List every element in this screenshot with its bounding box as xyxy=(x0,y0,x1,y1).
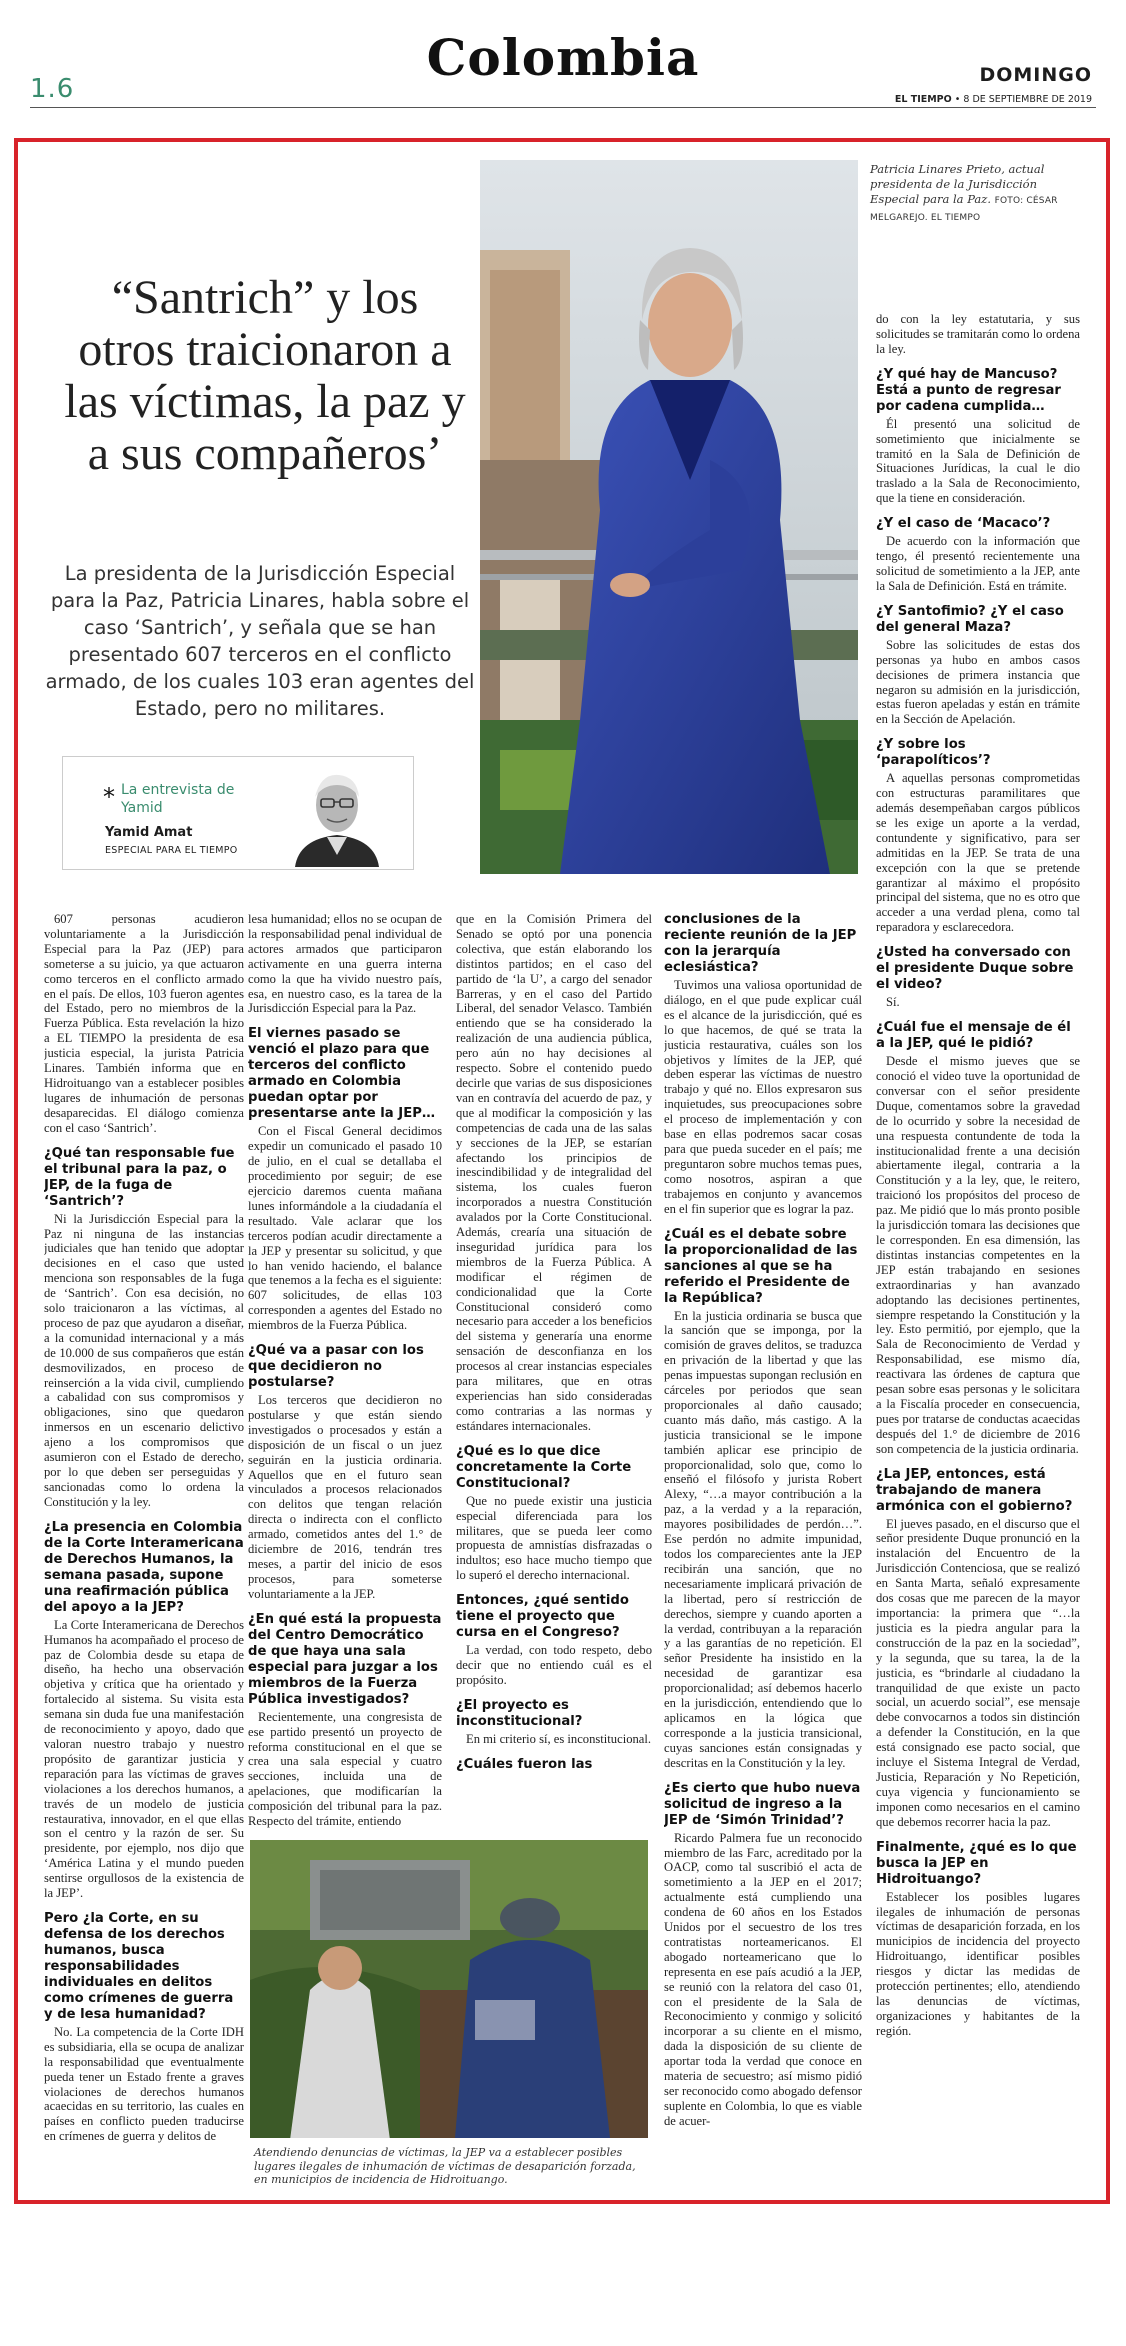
body-paragraph: No. La competencia de la Corte IDH es subsidiaria, ella se ocupa de analizar la responsabilidad que eventualmente pueda tener un Estado frente a graves violaciones de derechos humanos acaecidas en su territorio, las cuales en países en conflicto pueden traducirse en crímenes de guerra y delitos de xyxy=(44,2024,244,2144)
body-paragraph: Recientemente, una congresista de ese partido presentó un proyecto de reforma constitucional en el que se crea una sala especial y cuatro secciones, incluida una de apelaciones, que modificarían la composición del tribunal para la paz. Respecto del trámite, entiendo xyxy=(248,1709,442,1829)
secondary-photo xyxy=(250,1840,648,2138)
photo-caption xyxy=(870,162,1060,226)
author-name: Yamid Amat xyxy=(105,825,193,840)
body-paragraph: A aquellas personas comprometidas con estructuras paramilitares que además desempeñaban cargos públicos se les exige un aporte a la verdad, contundente y significativo, para ser admitidas en la JEP. Se trata de una excepción con la que se pretende garantizar al máximo el propósito principal del sistema, que no es otro que acceder a una verdad plena, como tal reparadora y esclarecedora. xyxy=(876,771,1080,935)
article-lead: La presidenta de la Jurisdicción Especial para la Paz, Patricia Linares, habla sobre el caso ‘Santrich’, y señala que se han presentado 607 terceros en el conflicto armado, de los cuales 103 eran agentes del Estado, pero no militares. xyxy=(45,562,475,720)
body-paragraph: 607 personas acudieron voluntariamente a la Jurisdicción Especial para la Paz (JEP) para someterse a su juicio, ya que actuaron como terceros en el conflicto armado en el país. De ellos, 103 fueron agentes del Estado, pero no miembros de la Fuerza Pública. Esta revelación la hizo a EL TIEMPO la presidenta de esa justicia especial, la jurista Patricia Linares. También informa que en Hidroituango van a establecer posibles lugares de inhumación de personas desaparecidas. El diálogo comienza con el caso ‘Santrich’. xyxy=(44,912,244,1135)
body-paragraph: La verdad, con todo respeto, debo decir que no entiendo cuál es el propósito. xyxy=(456,1643,652,1687)
body-paragraph: Que no puede existir una justicia especial diferenciada para los militares, que se pueda leer como propuesta de amnistías disfrazadas o indultos; eso hace mucho tiempo que lo superó el derecho internacional. xyxy=(456,1493,652,1583)
question-heading: ¿Y qué hay de Mancuso? Está a punto de regresar por cadena cumplida… xyxy=(876,366,1061,414)
question-heading: ¿Cuáles fueron las xyxy=(456,1756,593,1772)
body-paragraph: El jueves pasado, en el discurso que el señor presidente Duque pronunció en la instalación del Encuentro de la Jurisdicción Contenciosa, que se realizó en Santa Marta, señaló expresamente dos cosas que me parecen de la mayor importancia: la primera que “…la justicia es la piedra angular para la construcción de la paz en la sociedad”, y la segunda, que su tarea, la de la justicia, es “brindarle al ciudadano la tranquilidad de que existe un pacto social, un acuerdo social”, ese mensaje debe convocarnos a todos sin distinción a defender la Constitución, en la que está consignado ese pacto social, que incluye el Sistema Integral de Verdad, Justicia, Reparación y No Repetición, cuya vigencia y funcionamiento se imponen como necesarios en el camino que debemos recorrer hacia la paz. xyxy=(876,1516,1080,1829)
page-number: 1.6 xyxy=(30,74,75,104)
section-title: Colombia xyxy=(426,28,700,87)
body-paragraph: La Corte Interamericana de Derechos Humanos ha acompañado el proceso de paz de Colombia desde su etapa de diseño, ha hecho una observación objetiva y crítica que ha orientado y fortalecido al sistema. Su visita esta semana sin duda fue una manifestación de reconocimiento y apoyo, dado que valoran nuestro trabajo y nuestro propósito de garantizar justicia y reparación para las víctimas de graves violaciones a los derechos humanos, a través de un modelo de justicia restaurativa, innovador, en el que ellas son el centro y la razón de ser. Su presidente, por ejemplo, nos dijo que ‘América Latina y el mundo pueden sentirse orgullosos de la existencia de la JEP’. xyxy=(44,1617,244,1901)
question-heading: El viernes pasado se venció el plazo para que terceros del conflicto armado en Colombia puedan optar por presentarse ante la JEP… xyxy=(248,1026,436,1122)
question-heading: ¿Qué tan responsable fue el tribunal para la paz, o JEP, de la fuga de ‘Santrich’? xyxy=(44,1145,235,1209)
body-column-3 xyxy=(456,912,652,1972)
author-box xyxy=(62,756,414,870)
question-heading: Finalmente, ¿qué es lo que busca la JEP en Hidroituango? xyxy=(876,1839,1077,1887)
main-photo xyxy=(480,160,858,874)
day-label: DOMINGO xyxy=(979,64,1092,86)
body-paragraph: do con la ley estatutaria, y sus solicitudes se tramitarán como lo ordena la ley. xyxy=(876,312,1080,356)
date-label: • 8 DE SEPTIEMBRE DE 2019 xyxy=(951,94,1092,105)
question-heading: ¿Qué es lo que dice concretamente la Corte Constitucional? xyxy=(456,1443,632,1491)
body-paragraph: Tuvimos una valiosa oportunidad de diálogo, en el que pude explicar cuál es el alcance de la jurisdicción, qué es lo que hacemos, de qué se trata la justicia restaurativa, cuáles son los objetivos y límites de la JEP, qué deben esperar las víctimas de nuestro trabajo y qué no. Ellos expresaron sus inquietudes, sus preocupaciones sobre el proceso de implementación y con base en ellas podremos sacar cosas para que pueda suceder en el país; me preguntaron sobre muchos temas pues, como nosotros, aspiran a que trabajemos en conjunto y avancemos en el fin superior que es lograr la paz. xyxy=(664,978,862,1216)
question-heading: ¿Es cierto que hubo nueva solicitud de ingreso a la JEP de ‘Simón Trinidad’? xyxy=(664,1780,861,1828)
interview-label: La entrevista de Yamid xyxy=(121,782,235,816)
body-column-5 xyxy=(876,312,1080,2172)
body-paragraph: Los terceros que decidieron no postularse y que están siendo investigados o procesados y están a disposición de un fiscal o un juez seguirán en la justicia ordinaria. Aquellos que en el futuro sean vinculados a procesos relacionados con delitos que tengan relación directa o indirecta con el conflicto armado, cometidos antes del 1.° de diciembre de 2016, tendrán tres meses, a partir del inicio de esos procesos, para someterse voluntariamente a la JEP. xyxy=(248,1393,442,1601)
question-heading: ¿En qué está la propuesta del Centro Democrático de que haya una sala especial para juzgar a los miembros de la Fuerza Pública investigados? xyxy=(248,1611,442,1707)
body-paragraph: lesa humanidad; ellos no se ocupan de la responsabilidad penal individual de actores armados que participaron activamente en una guerra interna como la que ha vivido nuestro país, esa, en nuestro caso, es la tarea de la Jurisdicción Especial para la Paz. xyxy=(248,912,442,1016)
body-paragraph: Ni la Jurisdicción Especial para la Paz ni ninguna de las instancias judiciales que han tenido que adoptar decisiones en el caso que usted menciona son responsables de la fuga de ‘Santrich’. Con esa decisión, no solo traicionaron a las víctimas, al proceso de paz que ayudaron a diseñar, a la comunidad internacional y a más de 10.000 de sus compañeros que están desmovilizados, en proceso de reinserción a la vida civil, cumpliendo a cabalidad con sus compromisos y obligaciones, sino que quedaron inmersos en un escenario delictivo ajeno a los compromisos que asumieron con el Estado de derecho, por lo que deben ser perseguidas y sancionadas como lo ordena la Constitución y la ley. xyxy=(44,1211,244,1509)
asterisk-icon: * xyxy=(103,783,115,811)
question-heading: ¿La presencia en Colombia de la Corte Interamericana de Derechos Humanos, la semana pasada, supone una reafirmación pública del apoyo a la JEP? xyxy=(44,1519,244,1615)
body-paragraph: De acuerdo con la información que tengo, él presentó recientemente una solicitud de sometimiento a la JEP, ante la Sala de Definición. Está en trámite. xyxy=(876,534,1080,593)
body-paragraph: Desde el mismo jueves que se conoció el video tuve la oportunidad de conversar con el señor presidente Duque, comentamos sobre la gravedad de lo ocurrido y sobre la necesidad de una respuesta contundente de toda la institucionalidad frente a una decisión abiertamente ilegal, contraria a la Constitución y a la ley, que, le reitero, traicionó los propósitos del proceso de paz. Me pidió que lo más pronto posible la jurisdicción tomara las decisiones que le corresponden. En esa dimensión, las distintas instancias competentes en la JEP están trabajando en sesiones extraordinarias y han avanzado adoptando las decisiones pertinentes, siempre respetando la Constitución y la ley. Esto permitió, por ejemplo, que la Sala de Reconocimiento de Verdad y Responsabilidad, ese mismo día, reactivara las órdenes de captura que pesan sobre esas personas y le solicitara a la Fiscalía proceder en consecuencia, pues por tratarse de conductas acaecidas después del 1.° de diciembre de 2016 son competencia de la justicia ordinaria. xyxy=(876,1054,1080,1456)
question-heading: ¿La JEP, entonces, está trabajando de manera armónica con el gobierno? xyxy=(876,1466,1073,1514)
body-paragraph: que en la Comisión Primera del Senado se optó por una ponencia colectiva, que están elaborando los distintos partidos; en el caso del partido de ‘la U’, a cargo del senador Barreras, y en el caso del Partido Liberal, del senador Velasco. También entiendo que se ha considerado la realización de una audiencia pública, pero aún no hay decisiones al respecto. Sobre el contenido puedo decirle que varias de sus disposiciones van en contravía del acuerdo de paz, y que al modificar la composición y las competencias de cada una de las salas y secciones de la JEP, se estarían afectando los principios de inescindibilidad y de integralidad del sistema, los cuales fueron incorporados a nuestra Constitución avalados por la Corte Constitucional. Además, crearía una situación de inseguridad jurídica para los miembros de la Fuerza Pública. A modificar el régimen de condicionalidad que la Corte Constitucional consideró como necesario para acceder a los beneficios del sistema y generaría una enorme sensación de desconfianza en los procesos al crear instancias especiales para militares, que en otras experiencias han sido consideradas como contrarias a las normas y estándares internacionales. xyxy=(456,912,652,1433)
body-paragraph: Establecer los posibles lugares ilegales de inhumación de personas víctimas de desaparición forzada, en los municipios de incidencia del proyecto Hidroituango, identificar posibles riesgos y dictar las medidas de protección pertinentes; ello, atendiendo las denuncias de víctimas, organizaciones y habitantes de la región. xyxy=(876,1889,1080,2038)
question-heading: ¿Y sobre los ‘parapolíticos’? xyxy=(876,737,991,769)
header-rule xyxy=(30,107,1096,108)
body-paragraph: En la justicia ordinaria se busca que la sanción que se imponga, por la comisión de graves delitos, se traduzca en privación de la libertad y que las penas impuestas supongan reclusión en cárceles por periodos que sean proporcionales al daño causado; cuanto más daño, más castigo. A la justicia transicional se le impone también aplicar ese principio de proporcionalidad, solo que, como lo enseñó el filósofo y jurista Robert Alexy, “…a mayor contribución a la paz, a la verdad y a la reparación, mayores posibilidades de perdón…”. Ese perdón no admite impunidad, todos los comparecientes ante la JEP recibirán una sanción, que no necesariamente implicará privación de la libertad, pero sí restricción de derechos, siempre y cuando aporten a la verdad, contribuyan a la reparación y a las garantías de no repetición. El señor Presidente ha insistido en la necesidad de garantizar esa proporcionalidad; así debemos hacerlo en la jurisdicción, entendiendo que lo aplicamos en la lógica que corresponde a la justicia transicional, cuyas sanciones están consignadas y descritas en la Constitución y la ley. xyxy=(664,1308,862,1770)
question-heading: Pero ¿la Corte, en su defensa de los derechos humanos, busca responsabilidades individuales en delitos como crímenes de guerra y de lesa humanidad? xyxy=(44,1910,234,2022)
question-heading: ¿Qué va a pasar con los que decidieron no postularse? xyxy=(248,1343,424,1391)
body-paragraph: Sí. xyxy=(886,995,900,1010)
question-heading: ¿Y el caso de ‘Macaco’? xyxy=(876,516,1051,532)
question-heading: ¿Cuál es el debate sobre la proporcionalidad de las sanciones al que se ha referido el Presidente de la República? xyxy=(664,1226,858,1306)
article-headline: “Santrich” y los otros traicionaron a las víctimas, la paz y a sus compañeros’ xyxy=(64,271,466,480)
body-paragraph: Ricardo Palmera fue un reconocido miembro de las Farc, acreditado por la OACP, como tal suscribió el acta de sometimiento a la JEP en el 2017; actualmente está cumpliendo una condena de 60 años en los Estados Unidos por el secuestro de los tres contratistas norteamericanos. El abogado norteamericano que lo representa en ese país acudió a la JEP, se reunió con la relatora del caso 01, con el presidente de la Sala de Reconocimiento y conmigo y solicitó incorporar a su cliente en el mismo, dada la disposición de su cliente de aportar toda la verdad que conoce en materia de secuestro; así mismo pidió ser reconocido como abogado defensor suplente en Colombia, lo que es viable de acuer- xyxy=(664,1830,862,2128)
question-heading: ¿Y Santofimio? ¿Y el caso del general Maza? xyxy=(876,603,1064,635)
body-column-1 xyxy=(44,912,244,2192)
question-heading: Entonces, ¿qué sentido tiene el proyecto que cursa en el Congreso? xyxy=(456,1593,629,1641)
body-paragraph: Él presentó una solicitud de sometimiento que inicialmente se tramitó en la Sala de Definición de Situaciones Jurídicas, la cual le dio traslado a la Sala de Reconocimiento, que la tiene en consideración. xyxy=(876,416,1080,506)
photo-credit: FOTO: CÉSAR MELGAREJO. EL TIEMPO xyxy=(870,196,1058,223)
body-paragraph: Con el Fiscal General decidimos expedir un comunicado el pasado 10 de julio, en el cual se detallaba el procedimiento por seguir; de ese ejercicio daremos cuenta mañana lunes informándole a la ciudadanía el resultado. Vale aclarar que los terceros podían acudir directamente a la JEP y presentar su solicitud, y que lo han venido haciendo, el balance que tenemos a la fecha es el siguiente: 607 solicitudes, de ellas 103 corresponden a agentes del Estado no miembros de la Fuerza Pública. xyxy=(248,1124,442,1333)
body-column-4 xyxy=(664,912,862,2162)
question-heading: conclusiones de la reciente reunión de la JEP con la jerarquía eclesiástica? xyxy=(664,912,857,975)
author-portrait xyxy=(281,763,393,867)
question-heading: ¿Usted ha conversado con el presidente Duque sobre el video? xyxy=(876,945,1074,993)
body-paragraph: Sobre las solicitudes de estas dos personas ya hubo en ambos casos decisiones de primera instancia que negaron su admisión en la jurisdicción, estas fueron apeladas y están en trámite en la Sección de Apelación. xyxy=(876,637,1080,727)
author-role: ESPECIAL PARA EL TIEMPO xyxy=(105,845,238,856)
brand-name: EL TIEMPO xyxy=(894,94,952,105)
dateline xyxy=(895,94,1092,105)
question-heading: ¿El proyecto es inconstitucional? xyxy=(456,1697,583,1729)
body-paragraph: En mi criterio sí, es inconstitucional. xyxy=(466,1731,652,1746)
photo-caption-text: Patricia Linares Prieto, actual presidenta de la Jurisdicción Especial para la Paz. xyxy=(870,162,1045,206)
question-heading: ¿Cuál fue el mensaje de él a la JEP, qué le pidió? xyxy=(876,1020,1071,1052)
secondary-photo-caption: Atendiendo denuncias de víctimas, la JEP va a establecer posibles lugares ilegales de inhumación de víctimas de desaparición forzada, en municipios de incidencia de Hidroituango. xyxy=(254,2146,636,2186)
